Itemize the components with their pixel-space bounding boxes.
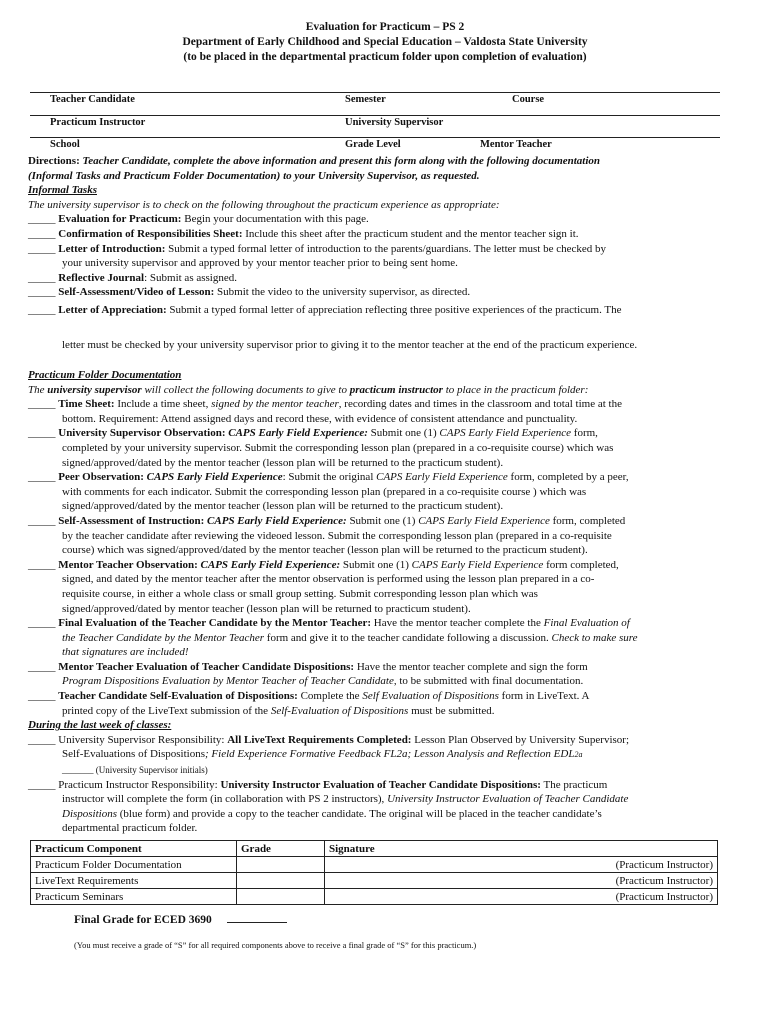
informal-item-6-cont: letter must be checked by your university supervisor prior to giving it to the mentor teacher at the end of the practicum experience.: [62, 338, 638, 351]
mentor-dispositions-cont: Program Dispositions Evaluation by Mentor Teacher of Teacher Candidate, to be submitted with final documentation.: [62, 675, 584, 688]
self-dispositions-cont: printed copy of the LiveText submission of the Self-Evaluation of Dispositions must be submitted.: [62, 704, 495, 717]
last-week-heading: During the last week of classes:: [28, 719, 172, 732]
directions-line-2: (Informal Tasks and Practicum Folder Documentation) to your University Supervisor, as requested.: [28, 169, 480, 182]
informal-item-2: _____ Confirmation of Responsibilities Sheet: Include this sheet after the practicum student and the mentor teacher sign it.: [28, 227, 579, 240]
col-header-grade: Grade: [237, 841, 325, 857]
mentor-observation-cont-2: requisite course, in either a whole class or small group setting. Submit corresponding lesson plan which was: [62, 587, 538, 600]
peer-observation-cont-1: with comments for each indicator. Submit the corresponding lesson plan (prepared in a co-requisite course ) which was: [62, 485, 587, 498]
final-grade-label: Final Grade for ECED 3690: [74, 914, 212, 926]
us-responsibility-item: _____ University Supervisor Responsibility: All LiveText Requirements Completed: Lesson Plan Observed by University Supervisor;: [28, 733, 629, 746]
signature-cell[interactable]: (Practicum Instructor): [325, 857, 718, 873]
form-title: Evaluation for Practicum – PS 2: [305, 21, 465, 33]
time-sheet-item: _____ Time Sheet: Include a time sheet, signed by the mentor teacher, recording dates and times in the classroom and total time at the: [28, 398, 622, 411]
pi-responsibility-cont-3: departmental practicum folder.: [62, 822, 198, 835]
mentor-observation-cont-3: signed/approved/dated by mentor teacher (lesson plan will be returned to practicum student).: [62, 602, 471, 615]
directions-line-1: Directions: Teacher Candidate, complete the above information and present this form along with the following documentation: [28, 155, 601, 167]
final-grade-blank[interactable]: [227, 912, 287, 923]
final-grade-line: [74, 912, 287, 926]
course-label: Course: [512, 94, 545, 105]
informal-item-1: _____ Evaluation for Practicum: Begin your documentation with this page.: [28, 213, 369, 226]
mentor-observation-item: _____ Mentor Teacher Observation: CAPS Early Field Experience: Submit one (1) CAPS Early Field Experience form completed,: [28, 558, 619, 571]
semester-label: Semester: [345, 94, 386, 105]
final-evaluation-cont-2: that signatures are included!: [62, 646, 189, 659]
practicum-instructor-label: Practicum Instructor: [50, 117, 146, 128]
directions-section: [28, 154, 733, 352]
table-header-row: [31, 841, 718, 857]
pi-responsibility-item: _____ Practicum Instructor Responsibility: University Instructor Evaluation of Teacher Candidate Dispositions: The practicum: [28, 778, 608, 791]
time-sheet-cont: bottom. Requirement: Attend assigned days and record these, with evidence of consistent attendance and punctuality.: [62, 412, 578, 425]
us-observation-cont-1: completed by your university supervisor. Submit the corresponding lesson plan (prepared in a co-requisite course) which was: [62, 441, 614, 454]
grade-cell[interactable]: [237, 857, 325, 873]
us-observation-item: _____ University Supervisor Observation: CAPS Early Field Experience: Submit one (1) CAPS Early Field Experience form,: [28, 427, 598, 440]
mentor-dispositions-item: _____ Mentor Teacher Evaluation of Teacher Candidate Dispositions: Have the mentor teacher complete and sign the form: [28, 660, 588, 673]
col-header-signature: Signature: [325, 841, 718, 857]
department-line: Department of Early Childhood and Special Education – Valdosta State University: [182, 36, 588, 48]
informal-item-5: _____ Self-Assessment/Video of Lesson: Submit the video to the university supervisor, as directed.: [28, 286, 471, 299]
us-responsibility-cont: Self-Evaluations of Dispositions; Field Experience Formative Feedback FL2a; Lesson Analysis and Reflection EDL2a: [62, 748, 583, 761]
col-header-component: Practicum Component: [31, 841, 237, 857]
informal-item-6: _____ Letter of Appreciation: Submit a typed formal letter of appreciation reflecting three positive experiences of the practicum. The: [28, 303, 622, 316]
signature-cell[interactable]: (Practicum Instructor): [325, 889, 718, 905]
self-dispositions-item: _____ Teacher Candidate Self-Evaluation of Dispositions: Complete the Self Evaluation of Dispositions form in LiveText. A: [28, 690, 590, 703]
pi-responsibility-cont-1: instructor will complete the form (in collaboration with PS 2 instructors), University Instructor Evaluation of Teacher Candidate: [62, 793, 629, 806]
us-observation-cont-2: signed/approved/dated by the mentor teacher (lesson plan will be returned to the practicum student).: [62, 456, 504, 469]
final-evaluation-cont-1: the Teacher Candidate by the Mentor Teacher form and give it to the teacher candidate following a discussion. Check to make sure: [62, 631, 638, 644]
table-row: [31, 857, 718, 873]
folder-intro: The university supervisor will collect the following documents to give to practicum instructor to place in the practicum folder:: [28, 383, 589, 396]
grade-table: [30, 840, 718, 905]
folder-heading: Practicum Folder Documentation: [28, 369, 182, 381]
peer-observation-item: _____ Peer Observation: CAPS Early Field Experience: Submit the original CAPS Early Field Experience form, completed by a peer,: [28, 471, 629, 484]
informal-item-3: _____ Letter of Introduction: Submit a typed formal letter of introduction to the parents/guardians. The letter must be checked by: [28, 242, 606, 255]
placement-note: (to be placed in the departmental practicum folder upon completion of evaluation): [183, 51, 587, 63]
component-cell: Practicum Seminars: [31, 889, 237, 905]
signature-cell[interactable]: (Practicum Instructor): [325, 873, 718, 889]
final-evaluation-item: _____ Final Evaluation of the Teacher Candidate by the Mentor Teacher: Have the mentor teacher complete the Final Evaluation of: [28, 617, 630, 630]
informal-item-3-cont: your university supervisor and approved by your mentor teacher prior to being sent home.: [62, 257, 458, 270]
grade-level-label: Grade Level: [345, 139, 401, 150]
university-supervisor-label: University Supervisor: [345, 117, 444, 128]
mentor-observation-cont-1: signed, and dated by the mentor teacher after the mentor observation is performed using the lesson plan prepared in a co-: [62, 573, 595, 586]
field-row-3: [30, 115, 720, 150]
mentor-teacher-label: Mentor Teacher: [480, 139, 552, 150]
us-initials-line: _______ (University Supervisor initials): [62, 765, 208, 776]
pi-responsibility-cont-2: Dispositions (blue form) and provide a copy to the teacher candidate. The original will be placed in the teacher candidate’s: [62, 807, 602, 820]
grade-cell[interactable]: [237, 873, 325, 889]
self-instruction-cont-2: course) which was signed/approved/dated by the mentor teacher (lesson plan will be returned to the practicum student).: [62, 544, 588, 557]
informal-tasks-heading: Informal Tasks: [28, 184, 97, 197]
folder-section: [28, 368, 733, 836]
final-grade-note: (You must receive a grade of “S” for all required components above to receive a final grade of “S” for this practicum.): [74, 940, 477, 950]
grade-cell[interactable]: [237, 889, 325, 905]
field-row-2: [30, 93, 720, 128]
school-label: School: [50, 139, 80, 150]
informal-intro: The university supervisor is to check on the following throughout the practicum experience as appropriate:: [28, 198, 500, 211]
teacher-candidate-label: Teacher Candidate: [50, 94, 135, 105]
peer-observation-cont-2: signed/approved/dated by the mentor teacher (lesson plan will be returned to the practicum student).: [62, 500, 504, 513]
self-instruction-cont-1: by the teacher candidate after reviewing the videoed lesson. Submit the corresponding lesson plan (prepared in a co-requisite: [62, 529, 612, 542]
table-row: [31, 889, 718, 905]
table-row: [31, 873, 718, 889]
self-instruction-item: _____ Self-Assessment of Instruction: CAPS Early Field Experience: Submit one (1) CAPS Early Field Experience form, completed: [28, 514, 626, 527]
informal-item-4: _____ Reflective Journal: Submit as assigned.: [28, 271, 237, 284]
component-cell: Practicum Folder Documentation: [31, 857, 237, 873]
field-row-1: [30, 70, 720, 105]
component-cell: LiveText Requirements: [31, 873, 237, 889]
